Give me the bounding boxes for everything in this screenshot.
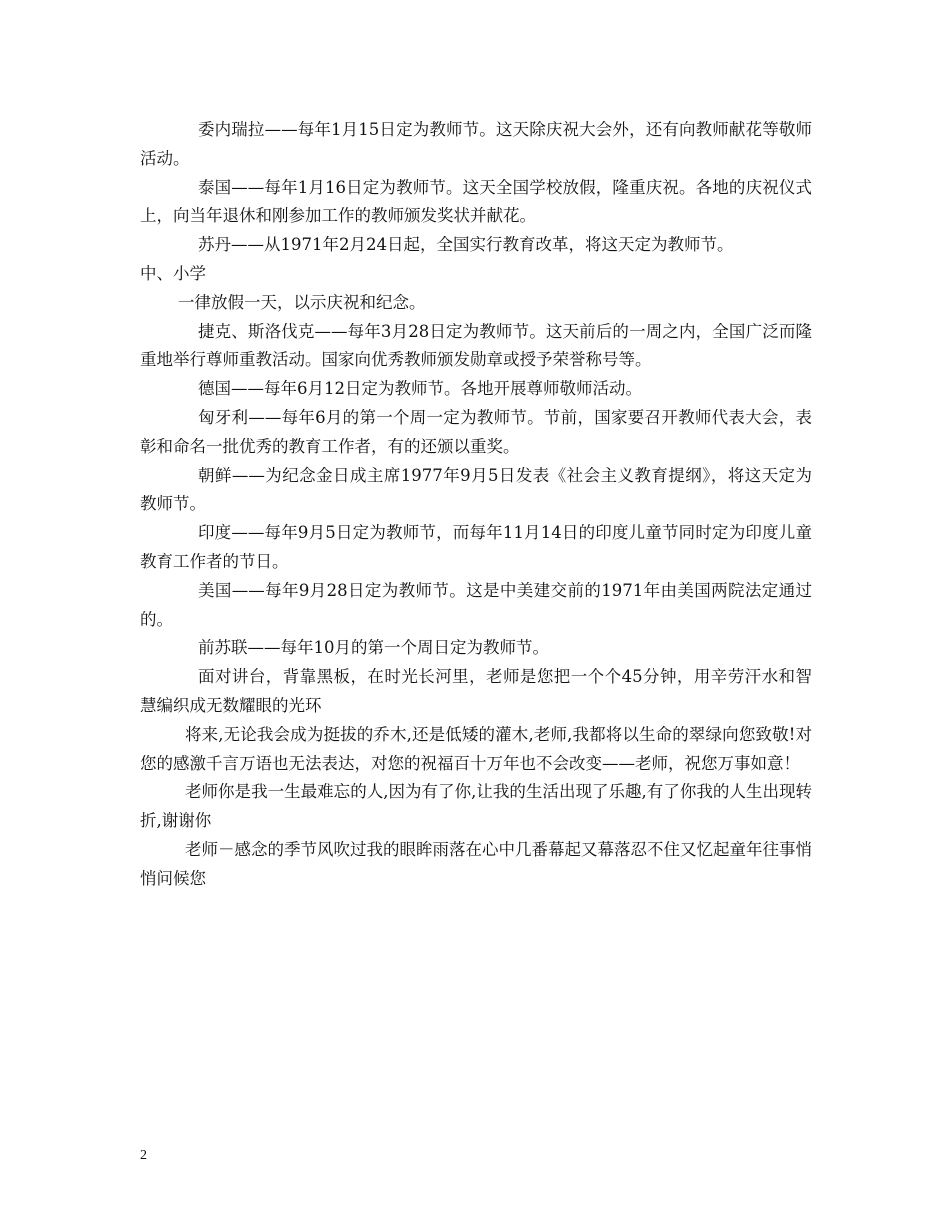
paragraph-season: 老师－感念的季节风吹过我的眼眸雨落在心中几番幕起又幕落忍不住又忆起童年往事悄悄问候您 <box>140 839 812 888</box>
paragraph-north-korea: 朝鲜——为纪念金日成主席1977年9月5日发表《社会主义教育提纲》，将这天定为教师节。 <box>140 465 812 514</box>
paragraph-czechoslovakia: 捷克、斯洛伐克——每年3月28日定为教师节。这天前后的一周之内，全国广泛而隆重地举行尊师重教活动。国家向优秀教师颁发勋章或授予荣誉称号等。 <box>140 321 812 370</box>
paragraph-soviet-union: 前苏联——每年10月的第一个周日定为教师节。 <box>198 638 549 658</box>
paragraph-unforgettable: 老师你是我一生最难忘的人,因为有了你,让我的生活出现了乐趣,有了你我的人生出现转折,谢谢你 <box>140 782 812 831</box>
paragraph-hungary: 匈牙利——每年6月的第一个周一定为教师节。节前，国家要召开教师代表大会，表彰和命名一批优秀的教育工作者，有的还颁以重奖。 <box>140 407 812 456</box>
paragraph-sudan-continued: 中、小学 <box>140 263 206 283</box>
paragraph-germany: 德国——每年6月12日定为教师节。各地开展尊师敬师活动。 <box>198 379 642 399</box>
paragraph-podium: 面对讲台，背靠黑板，在时光长河里，老师是您把一个个45分钟，用辛劳汗水和智慧编织成无数耀眼的光环 <box>140 667 812 715</box>
paragraph-sudan: 苏丹——从1971年2月24日起，全国实行教育改革，将这天定为教师节。 <box>198 235 734 255</box>
paragraph-usa: 美国——每年9月28日定为教师节。这是中美建交前的1971年由美国两院法定通过的。 <box>140 580 812 629</box>
paragraph-venezuela: 委内瑞拉——每年1月15日定为教师节。这天除庆祝大会外，还有向教师献花等敬师活动。 <box>140 120 812 168</box>
paragraph-thailand: 泰国——每年1月16日定为教师节。这天全国学校放假，隆重庆祝。各地的庆祝仪式上，向当年退休和刚参加工作的教师颁发奖状并献花。 <box>140 177 812 226</box>
document-body <box>140 116 812 894</box>
paragraph-future: 将来,无论我会成为挺拔的乔木,还是低矮的灌木,老师,我都将以生命的翠绿向您致敬!对您的感激千言万语也无法表达，对您的祝福百十万年也不会改变——老师，祝您万事如意！ <box>140 724 812 773</box>
paragraph-india: 印度——每年9月5日定为教师节，而每年11月14日的印度儿童节同时定为印度儿童教育工作者的节日。 <box>140 523 812 571</box>
paragraph-sudan-holiday: 一律放假一天，以示庆祝和纪念。 <box>178 292 426 312</box>
page-number: 2 <box>140 1148 147 1163</box>
